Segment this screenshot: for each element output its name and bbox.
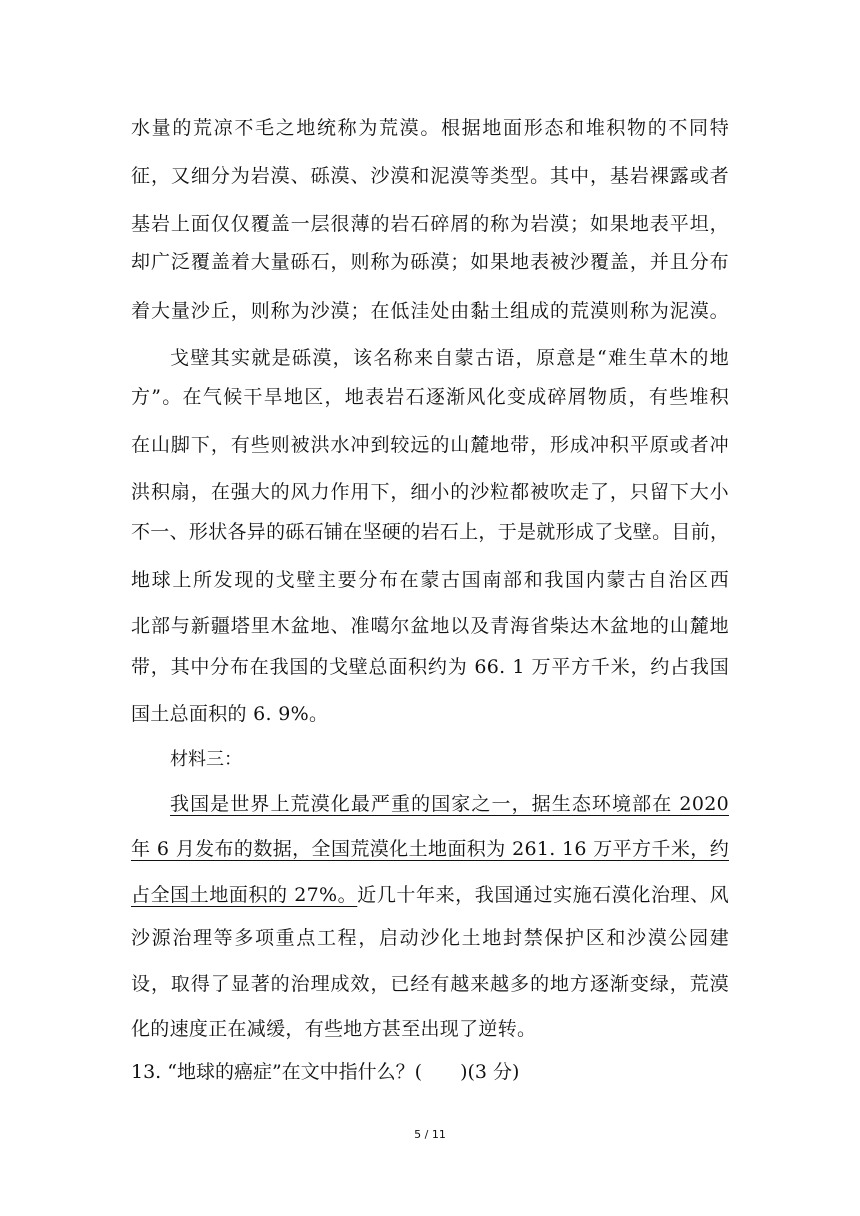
paragraph3-line-3-underlined: 占全国土地面积的 27%。 [131, 884, 358, 906]
paragraph2-line-2: 方”。在气候干旱地区，地表岩石逐渐风化变成碎屑物质，有些堆积 [131, 386, 729, 408]
paragraph3-line-6: 化的速度正在减缓，有些地方甚至出现了逆转。 [131, 1018, 537, 1040]
material-heading: 材料三： [170, 749, 242, 770]
paragraph3-line-1: 我国是世界上荒漠化最严重的国家之一，据生态环境部在 2020 [170, 793, 729, 815]
paragraph3-line-4: 沙源治理等多项重点工程，启动沙化土地封禁保护区和沙漠公园建 [131, 927, 729, 949]
paragraph2-line-1: 戈壁其实就是砾漠，该名称来自蒙古语，原意是“难生草木的地 [170, 347, 729, 369]
paragraph2-line-9: 国土总面积的 6. 9%。 [131, 703, 329, 725]
page-number: 5 / 11 [414, 1128, 446, 1141]
paragraph2-line-6: 地球上所发现的戈壁主要分布在蒙古国南部和我国内蒙古自治区西 [131, 569, 729, 591]
paragraph3-line-3 [131, 883, 729, 907]
paragraph3-line-2: 年 6 月发布的数据，全国荒漠化土地面积为 261. 16 万平方千米，约 [131, 838, 729, 860]
paragraph1-line-3: 基岩上面仅仅覆盖一层很薄的岩石碎屑的称为岩漠；如果地表平坦， [131, 213, 729, 235]
paragraph2-line-8: 带，其中分布在我国的戈壁总面积约为 66. 1 万平方千米，约占我国 [131, 656, 729, 678]
paragraph3-line-5: 设，取得了显著的治理成效，已经有越来越多的地方逐渐变绿，荒漠 [131, 973, 729, 995]
paragraph2-line-3: 在山脚下，有些则被洪水冲到较远的山麓地带，形成冲积平原或者冲 [131, 434, 729, 456]
paragraph1-line-2: 征，又细分为岩漠、砾漠、沙漠和泥漠等类型。其中，基岩裸露或者 [131, 165, 729, 187]
paragraph1-line-5: 着大量沙丘，则称为沙漠；在低洼处由黏土组成的荒漠则称为泥漠。 [131, 300, 729, 322]
paragraph1-line-1: 水量的荒凉不毛之地统称为荒漠。根据地面形态和堆积物的不同特 [131, 117, 729, 139]
paragraph2-line-7: 北部与新疆塔里木盆地、准噶尔盆地以及青海省柴达木盆地的山麓地 [131, 615, 729, 637]
question-13: 13. “地球的癌症”在文中指什么？( )(3 分) [131, 1061, 520, 1083]
paragraph2-line-4: 洪积扇，在强大的风力作用下，细小的沙粒都被吹走了，只留下大小 [131, 481, 729, 503]
paragraph2-line-5: 不一、形状各异的砾石铺在坚硬的岩石上，于是就形成了戈壁。目前， [131, 521, 730, 543]
paragraph3-line-3-rest: 近几十年来，我国通过实施石漠化治理、风 [357, 884, 730, 906]
paragraph1-line-4: 却广泛覆盖着大量砾石，则称为砾漠；如果地表被沙覆盖，并且分布 [131, 251, 729, 273]
